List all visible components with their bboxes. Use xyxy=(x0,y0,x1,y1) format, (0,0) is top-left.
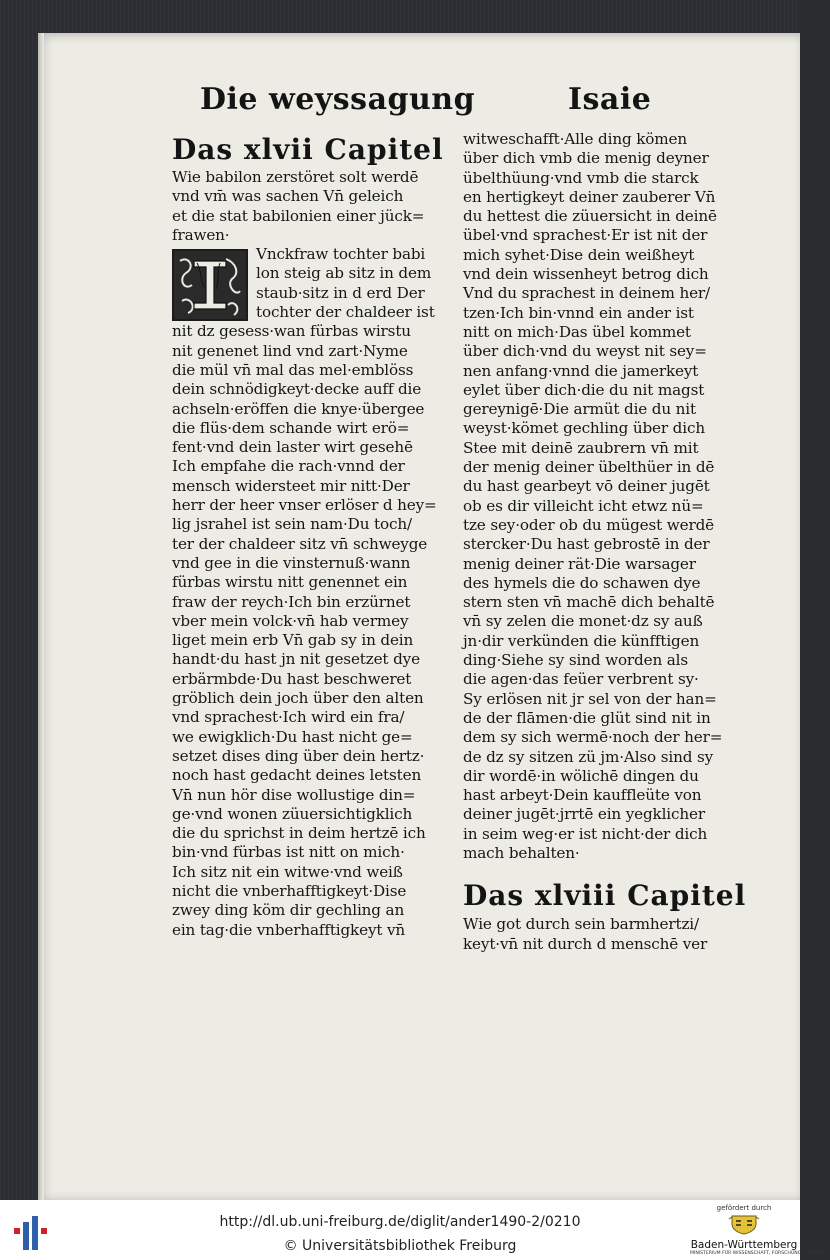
left-body-text xyxy=(172,322,452,940)
sponsor-ministry: MINISTERIUM FÜR WISSENSCHAFT, FORSCHUNG UND KUNST xyxy=(690,1251,830,1256)
summary-line: et die stat babilonien einer jück= xyxy=(172,206,425,225)
text-line: hast arbeyt·Dein kauffleüte von xyxy=(463,786,702,805)
text-line: witweschafft·Alle ding kömen xyxy=(463,130,687,148)
text-line: stern sten vn̄ machē dich behaltē xyxy=(463,593,715,612)
text-line: über dich·vnd du weyst nit sey= xyxy=(463,342,707,361)
chapter-summary xyxy=(463,915,741,954)
text-line: fraw der reych·Ich bin erzürnet xyxy=(172,592,411,611)
text-line: Vnd du sprachest in deinem her/ xyxy=(463,284,710,303)
text-line: we ewigklich·Du hast nicht ge= xyxy=(172,727,413,746)
chapter-heading-48: Das xlviii Capitel xyxy=(463,879,747,913)
text-line: fent·vnd dein laster wirt gesehē xyxy=(172,438,413,457)
running-head-right: Isaie xyxy=(568,82,652,117)
initial-line: staub·sitz in d erd Der xyxy=(256,283,425,302)
text-line: Vn̄ nun hör dise wollustige din= xyxy=(172,785,416,804)
text-line: die du sprichst in deim hertzē ich xyxy=(172,824,426,843)
text-line: setzet dises ding über dein hertz· xyxy=(172,746,425,765)
running-head xyxy=(0,82,800,132)
text-line: liget mein erb Vn̄ gab sy in dein xyxy=(172,631,414,650)
text-line: die agen·das feüer verbrent sy· xyxy=(463,670,699,689)
text-line: über dich vmb die menig deyner xyxy=(463,149,709,168)
sponsor-name: Baden-Württemberg xyxy=(690,1239,798,1251)
decorated-initial xyxy=(172,249,248,321)
text-line: gereynigē·Die armüt die du nit xyxy=(463,400,696,419)
text-line: achseln·eröffen die knye·übergee xyxy=(172,399,425,418)
ornamental-initial-icon xyxy=(174,251,246,319)
text-line: dein schnödigkeyt·decke auff die xyxy=(172,380,422,399)
right-text-column xyxy=(463,130,747,954)
chapter-heading-47: Das xlvii Capitel xyxy=(172,133,444,166)
page-gutter-shadow xyxy=(38,33,44,1200)
summary-line: Wie got durch sein barmhertzi/ xyxy=(463,915,699,934)
initial-paragraph xyxy=(172,245,452,322)
summary-line: keyt·vn̄ nit durch d menschē ver xyxy=(463,934,708,953)
text-line: dem sy sich wermē·noch der her= xyxy=(463,728,723,747)
text-line: ding·Siehe sy sind worden als xyxy=(463,651,689,670)
text-line: gröblich dein joch über den alten xyxy=(172,689,424,708)
text-line: ob es dir villeicht icht etwz nü= xyxy=(463,496,704,515)
text-line: nit dz gesess·wan fürbas wirstu xyxy=(172,322,411,341)
document-url[interactable]: http://dl.ub.uni-freiburg.de/diglit/ander1490-2/0210 xyxy=(219,1214,581,1230)
summary-line: frawen· xyxy=(172,225,230,244)
coat-of-arms-icon xyxy=(727,1213,761,1235)
text-line: nitt on mich·Das übel kommet xyxy=(463,322,691,341)
text-line: Stee mit deinē zaubrern vn̄ mit xyxy=(463,438,699,457)
chapter-summary xyxy=(172,168,452,245)
initial-line: Vnckfraw tochter babi xyxy=(256,245,426,264)
summary-line: vnd vm̄ was sachen Vn̄ geleich xyxy=(172,187,404,206)
text-line: vnd gee in die vinsternuß·wann xyxy=(172,553,411,572)
text-line: du hettest die züuersicht in deinē xyxy=(463,207,717,226)
text-line: tzen·Ich bin·vnnd ein ander ist xyxy=(463,303,694,322)
text-line: deiner jugēt·jrrtē ein yegklicher xyxy=(463,805,705,824)
text-line: de der flāmen·die glüt sind nit in xyxy=(463,708,711,727)
text-line: ein tag·die vnberhafftigkeyt vn̄ xyxy=(172,920,406,939)
text-line: eylet über dich·die du nit magst xyxy=(463,380,705,399)
text-line: vber mein volck·vn̄ hab vermey xyxy=(172,611,409,630)
text-line: der menig deiner übelthüer in dē xyxy=(463,458,715,477)
text-line: mich syhet·Dise dein weißheyt xyxy=(463,245,695,264)
left-text-column xyxy=(172,168,452,940)
text-line: dir wordē·in wölichē dingen du xyxy=(463,766,699,785)
text-line: mach behalten· xyxy=(463,843,580,862)
text-line: lig jsrahel ist sein nam·Du toch/ xyxy=(172,515,412,534)
text-line: mensch widersteet mir nitt·Der xyxy=(172,476,410,495)
text-line: vnd sprachest·Ich wird ein fra/ xyxy=(172,708,405,727)
sponsor-block xyxy=(690,1204,830,1257)
summary-line: Wie babilon zerstöret solt werdē xyxy=(172,168,419,186)
right-body-text xyxy=(463,130,741,863)
text-line: Ich sitz nit ein witwe·vnd weiß xyxy=(172,862,403,881)
text-line: übelthüung·vnd vmb die starck xyxy=(463,168,699,187)
copyright-notice: © Universitätsbibliothek Freiburg xyxy=(283,1238,517,1254)
text-line: vnd dein wissenheyt betrog dich xyxy=(463,265,709,284)
sponsor-label: gefördert durch xyxy=(716,1204,772,1212)
text-line: erbärmbde·Du hast beschweret xyxy=(172,669,412,688)
text-line: en hertigkeyt deiner zauberer Vn̄ xyxy=(463,187,716,206)
text-line: Ich empfahe die rach·vnnd der xyxy=(172,457,405,476)
text-line: übel·vnd sprachest·Er ist nit der xyxy=(463,226,708,245)
text-line: bin·vnd fürbas ist nitt on mich· xyxy=(172,843,405,862)
text-line: du hast gearbeyt vō deiner jugēt xyxy=(463,477,710,496)
text-line: de dz sy sitzen zü jm·Also sind sy xyxy=(463,747,714,766)
text-line: tze sey·oder ob du mügest werdē xyxy=(463,515,715,534)
text-line: menig deiner rät·Die warsager xyxy=(463,554,696,573)
text-line: jn·dir verkünden die künfftigen xyxy=(463,631,700,650)
text-line: nen anfang·vnnd die jamerkeyt xyxy=(463,361,699,380)
text-line: fürbas wirstu nitt genennet ein xyxy=(172,573,408,592)
text-line: stercker·Du hast gebrostē in der xyxy=(463,535,710,554)
initial-line: tochter der chaldeer ist xyxy=(256,303,435,322)
text-line: nit genenet lind vnd zart·Nyme xyxy=(172,341,408,360)
text-line: Sy erlösen nit jr sel von der han= xyxy=(463,689,717,708)
text-line: nicht die vnberhafftigkeyt·Dise xyxy=(172,881,407,900)
running-head-left: Die weyssagung xyxy=(200,82,476,117)
text-line: weyst·kömet gechling über dich xyxy=(463,419,705,438)
text-line: ge·vnd wonen züuersichtigklich xyxy=(172,804,413,823)
text-line: vn̄ sy zelen die monet·dz sy auß xyxy=(463,612,703,631)
text-line: handt·du hast jn nit gesetzet dye xyxy=(172,650,420,669)
text-line: die flüs·dem schande wirt erö= xyxy=(172,418,410,437)
text-line: noch hast gedacht deines letsten xyxy=(172,766,422,785)
text-line: zwey ding köm dir gechling an xyxy=(172,901,405,920)
text-line: die mül vn̄ mal das mel·emblöss xyxy=(172,360,414,379)
text-line: in seim weg·er ist nicht·der dich xyxy=(463,824,708,843)
text-line: herr der heer vnser erlöser d hey= xyxy=(172,496,437,515)
text-line: des hymels die do schawen dye xyxy=(463,573,701,592)
text-line: ter der chaldeer sitz vn̄ schweyge xyxy=(172,534,428,553)
initial-line: lon steig ab sitz in dem xyxy=(256,264,432,283)
